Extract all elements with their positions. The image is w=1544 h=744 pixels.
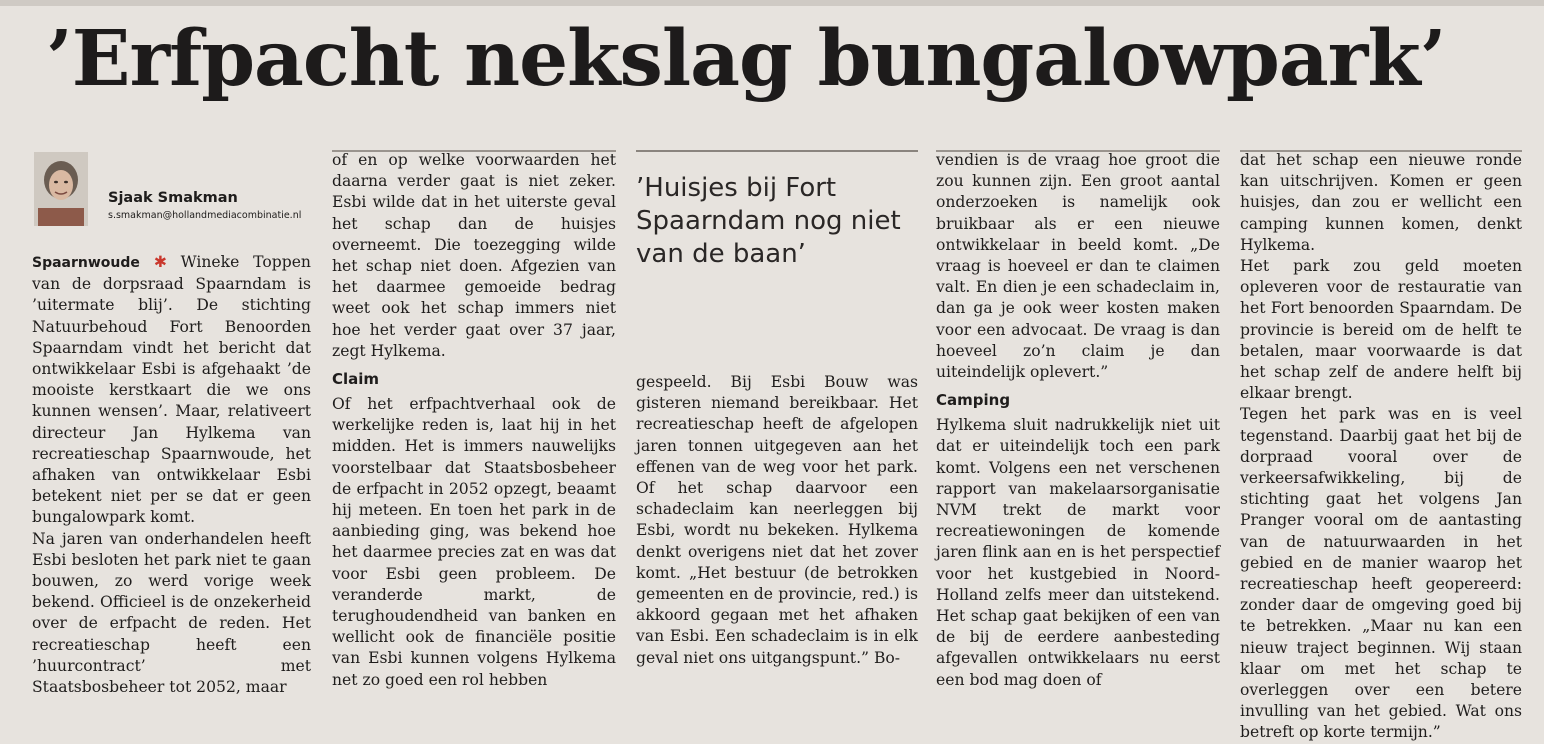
paragraph-text: Wineke Toppen van de dorpsraad Spaarndam is ’uitermate blij’. De stichting Natuurbehoud Fort Benoorden Spaarndam vindt het bericht dat ontwikkelaar Esbi is afgehaakt ’de mooiste kerstkaart die we ons kunnen wensen’. Maar, relativeert directeur Jan Hylkema van recreatieschap Spaarnwoude, het afhaken van ontwikkelaar Esbi betekent niet per se dat er geen bungalowpark komt. [32, 253, 311, 527]
paragraph: vendien is de vraag hoe groot die zou kunnen zijn. Een groot aantal onderzoeken is namelijk ook bruikbaar als er een nieuwe ontwikkelaar in beeld komt. „De vraag is hoeveel er dan te claimen valt. En dien je een schadeclaim in, dan ga je ook weer kosten maken voor een advocaat. De vraag is dan hoeveel zo’n claim je dan uiteindelijk oplevert.” [936, 151, 1220, 382]
paragraph: gespeeld. Bij Esbi Bouw was gisteren niemand bereikbaar. Het recreatieschap heeft de afgelopen jaren tonnen uitgegeven aan het effenen van de weg voor het park. Of het schap daarvoor een schadeclaim kan neerleggen bij Esbi, wordt nu bekeken. Hylkema denkt overigens niet dat het zover komt. „Het bestuur (de betrokken gemeenten en de provincie, red.) is akkoord gegaan met het afhaken van Esbi. Een schadeclaim is in elk geval niet ons uitgangspunt.” Bo- [636, 373, 918, 667]
author-name: Sjaak Smakman [108, 190, 238, 206]
subheading-claim: Claim [332, 370, 380, 389]
pullquote: ’Huisjes bij Fort Spaarndam nog niet van de baan’ [636, 173, 901, 269]
paragraph: dat het schap een nieuwe ronde kan uitschrijven. Komen er geen huisjes, dan zou er wellicht een camping kunnen komen, denkt Hylkema. [1240, 151, 1522, 254]
author-photo [34, 152, 88, 226]
article-column-2 [332, 150, 616, 691]
subheading-camping: Camping [936, 391, 1011, 410]
pullquote-rule [636, 150, 918, 152]
author-portrait-icon [34, 152, 88, 226]
author-email[interactable]: s.smakman@hollandmediacombinatie.nl [108, 210, 302, 221]
article-column-5 [1240, 150, 1522, 744]
paragraph: Tegen het park was en is veel tegenstand. Daarbij gaat het bij de dorpraad vooral over de verkeersafwikkeling, bij de stichting gaat het volgens Jan Pranger vooral om de aantasting van de natuurwaarden in het gebied en de manier waarop het recreatieschap heeft geopereerd: zonder daar de omgeving goed bij te betrekken. „Maar nu kan een nieuw traject beginnen. Wij staan klaar om met het schap te overleggen over een betere invulling van het gebied. Wat ons betreft op korte termijn.” [1240, 405, 1522, 742]
article-column-1 [32, 252, 311, 698]
paragraph: Na jaren van onderhandelen heeft Esbi besloten het park niet te gaan bouwen, zo werd vorige week bekend. Officieel is de onzekerheid over de erfpacht de reden. Het recreatieschap heeft een ’huurcontract’ met Staatsbosbeheer tot 2052, maar [32, 529, 311, 697]
paragraph: Hylkema sluit nadrukkelijk niet uit dat er uiteindelijk toch een park komt. Volgens een net verschenen rapport van makelaarsorganisatie NVM trekt de markt voor recreatiewoningen de komende jaren flink aan en is het perspectief voor het kustgebied in Noord-Holland zelfs meer dan uitstekend. Het schap gaat bekijken of een van de bij de eerdere aanbesteding afgevallen ontwikkelaars nu eerst een bod mag doen of [936, 416, 1220, 689]
paragraph: Het park zou geld moeten opleveren voor de restauratie van het Fort benoorden Spaarndam. De provincie is bereid om de helft te betalen, maar voorwaarde is dat het schap zelf de andere helft bij elkaar brengt. [1240, 257, 1522, 403]
paragraph [32, 252, 311, 529]
paragraph: of en op welke voorwaarden het daarna verder gaat is niet zeker. Esbi wilde dat in het uiterste geval het schap dan de huisjes overneemt. Die toezegging wilde het schap niet doen. Afgezien van het daarmee gemoeide bedrag weet ook het schap immers niet hoe het verder gaat over 37 jaar, zegt Hylkema. [332, 151, 616, 360]
headline: ’Erfpacht nekslag bungalowpark’ [46, 14, 1446, 104]
article-column-3 [636, 372, 918, 669]
dateline-star-icon: ✱ [153, 253, 167, 271]
article-column-4 [936, 150, 1220, 691]
dateline: Spaarnwoude [32, 255, 140, 271]
page-top-strip [0, 0, 1544, 6]
paragraph: Of het erfpachtverhaal ook de werkelijke reden is, laat hij in het midden. Het is immers nauwelijks voorstelbaar dat Staatsbosbeheer de erfpacht in 2052 opzegt, beaamt hij meteen. En toen het park in de aanbieding ging, was bekend hoe het daarmee precies zat en was dat voor Esbi geen probleem. De veranderde markt, de terughoudendheid van banken en wellicht ook de financiële positie van Esbi kunnen volgens Hylkema net zo goed een rol hebben [332, 395, 616, 689]
author-block [32, 152, 312, 232]
